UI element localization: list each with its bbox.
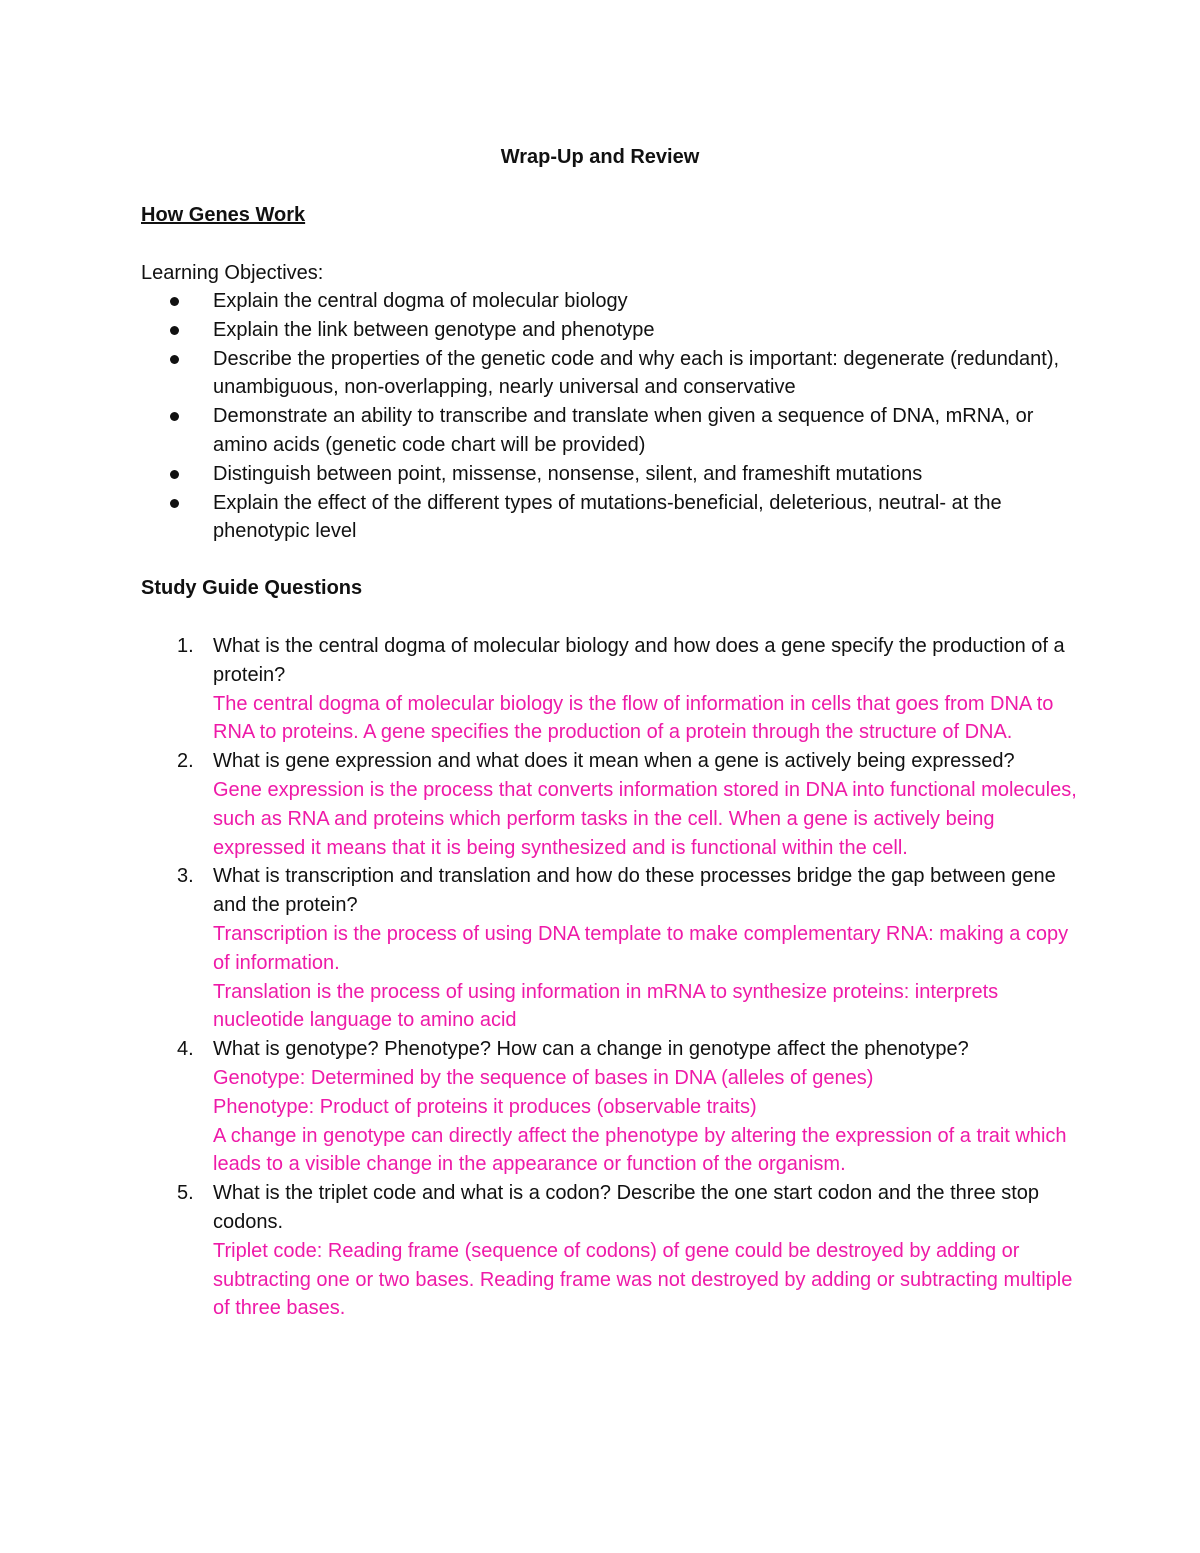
answer-text: Gene expression is the process that converts information stored in DNA into functional molecules, such as RNA and proteins which perform tasks in the cell. When a gene is actively being expressed it means that it is being synthesized and is functional within the cell. bbox=[213, 778, 1077, 859]
objective-text: Explain the central dogma of molecular biology bbox=[213, 290, 628, 312]
answer-text: A change in genotype can directly affect the phenotype by altering the expression of a trait which leads to a visible change in the appearance or function of the organism. bbox=[213, 1124, 1067, 1176]
objective-text: Describe the properties of the genetic code and why each is important: degenerate (redundant), unambiguous, non-overlapping, nearly universal and conservative bbox=[213, 347, 1060, 399]
bullet-icon bbox=[170, 326, 179, 335]
answer-text: Phenotype: Product of proteins it produces (observable traits) bbox=[213, 1095, 757, 1118]
objective-text: Demonstrate an ability to transcribe and translate when given a sequence of DNA, mRNA, or amino acids (genetic code chart will be provided) bbox=[213, 405, 1034, 456]
objective-item bbox=[141, 287, 1081, 316]
objective-item bbox=[141, 460, 1081, 489]
question-item bbox=[141, 1179, 1081, 1323]
question-item bbox=[141, 862, 1081, 1035]
study-guide-heading: Study Guide Questions bbox=[141, 577, 363, 599]
objective-item bbox=[141, 316, 1081, 345]
question-item bbox=[141, 632, 1081, 747]
question-text: What is the central dogma of molecular biology and how does a gene specify the production of a protein? bbox=[213, 635, 1065, 686]
answer-text: Translation is the process of using information in mRNA to synthesize proteins: interprets nucleotide language to amino acid bbox=[213, 980, 999, 1032]
section-heading: How Genes Work bbox=[141, 204, 306, 226]
question-number: 4. bbox=[177, 1038, 194, 1061]
objective-text: Distinguish between point, missense, nonsense, silent, and frameshift mutations bbox=[213, 462, 923, 485]
bullet-icon bbox=[170, 412, 179, 421]
question-text: What is transcription and translation and how do these processes bridge the gap between gene and the protein? bbox=[213, 865, 1056, 917]
question-number: 1. bbox=[177, 635, 194, 657]
question-number: 2. bbox=[177, 750, 194, 773]
question-text: What is gene expression and what does it mean when a gene is actively being expressed? bbox=[213, 750, 1015, 773]
objective-text: Explain the link between genotype and phenotype bbox=[213, 318, 655, 341]
questions-list bbox=[141, 632, 1081, 1323]
objective-item bbox=[141, 489, 1081, 547]
answer-text: Transcription is the process of using DNA template to make complementary RNA: making a copy of information. bbox=[213, 922, 1069, 974]
bullet-icon bbox=[170, 297, 179, 306]
objectives-label: Learning Objectives: bbox=[141, 262, 324, 284]
bullet-icon bbox=[170, 355, 179, 364]
answer-text: The central dogma of molecular biology is the flow of information in cells that goes from DNA to RNA to proteins. A gene specifies the production of a protein through the structure of DNA. bbox=[213, 692, 1054, 744]
question-number: 5. bbox=[177, 1182, 194, 1205]
bullet-icon bbox=[170, 499, 179, 508]
question-number: 3. bbox=[177, 865, 194, 888]
bullet-icon bbox=[170, 470, 179, 479]
answer-text: Genotype: Determined by the sequence of bases in DNA (alleles of genes) bbox=[213, 1066, 874, 1089]
document-title: Wrap-Up and Review bbox=[500, 146, 700, 168]
objective-item bbox=[141, 345, 1081, 403]
answer-text: Triplet code: Reading frame (sequence of codons) of gene could be destroyed by adding or subtracting one or two bases. Reading frame was not destroyed by adding or subtracting multiple of three bases. bbox=[213, 1239, 1073, 1320]
question-text: What is the triplet code and what is a codon? Describe the one start codon and the three stop codons. bbox=[213, 1182, 1040, 1233]
objective-text: Explain the effect of the different types of mutations-beneficial, deleterious, neutral- at the phenotypic level bbox=[213, 491, 1002, 543]
question-item bbox=[141, 1035, 1081, 1179]
objectives-list bbox=[141, 287, 1081, 546]
question-item bbox=[141, 747, 1081, 862]
objective-item bbox=[141, 402, 1081, 460]
question-text: What is genotype? Phenotype? How can a change in genotype affect the phenotype? bbox=[213, 1038, 969, 1061]
